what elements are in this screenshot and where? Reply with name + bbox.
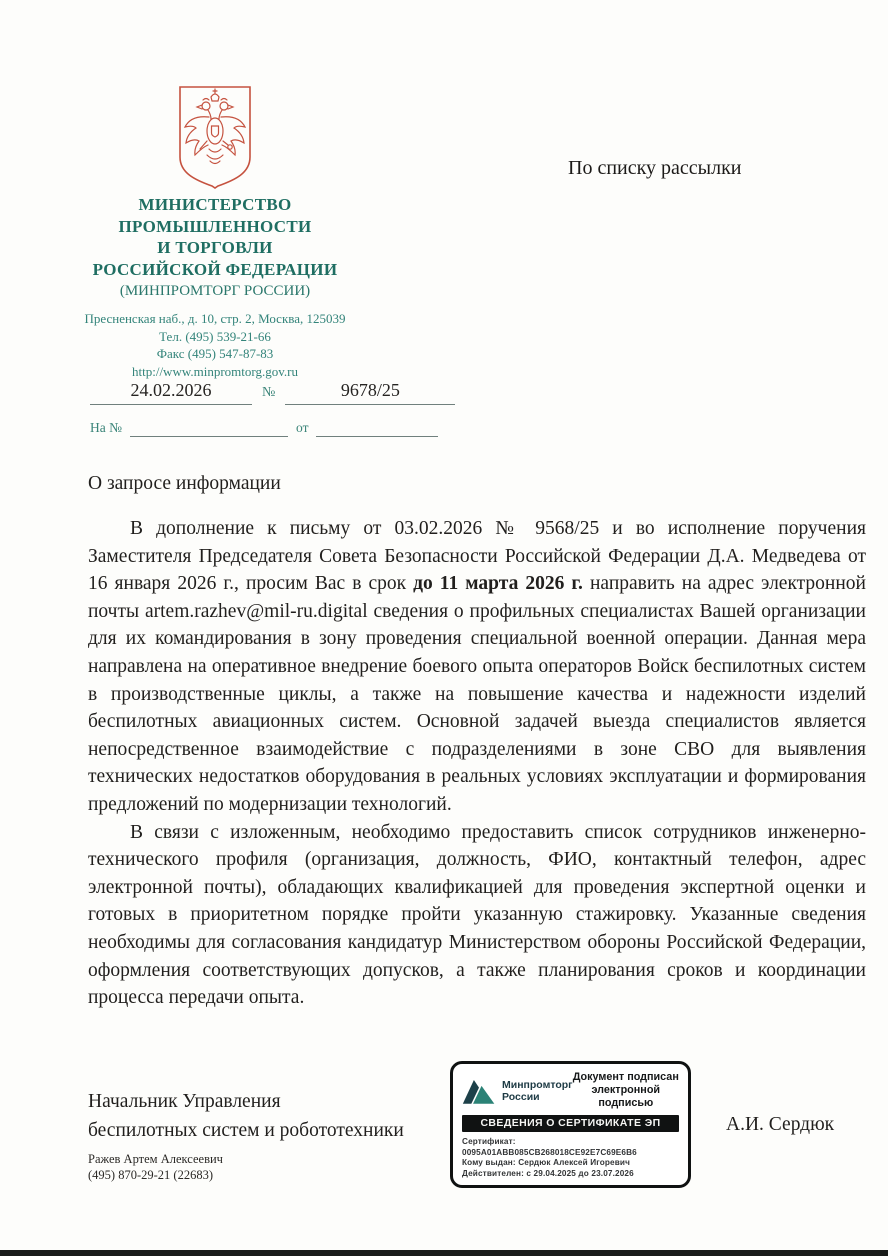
certificate-issued-to: Кому выдан: Сердюк Алексей Игоревич <box>462 1158 630 1168</box>
ministry-name-line: ПРОМЫШЛЕННОСТИ <box>118 216 312 236</box>
ref-number-label: На № <box>90 420 122 435</box>
date-number-row <box>90 380 455 405</box>
letterhead-address: Пресненская наб., д. 10, стр. 2, Москва, 125039 <box>84 311 346 326</box>
letterhead-website: http://www.minpromtorg.gov.ru <box>132 363 298 379</box>
stamp-signed-text <box>573 1071 679 1110</box>
paragraph-1-text: В дополнение к письму от 03.02.2026 № 9568/25 и во исполнение поручения Заместителя Председателя Совета Безопасности Российской Федерации Д.А. Медведева от 16 января 2026 г., просим Вас в срок <box>88 518 866 595</box>
stamp-signed-line: Документ подписан <box>572 1071 679 1083</box>
signer-position-line: Начальник Управления <box>88 1091 281 1112</box>
stamp-certificate-header: СВЕДЕНИЯ О СЕРТИФИКАТЕ ЭП <box>462 1115 679 1132</box>
number-sign-label: № <box>262 385 276 400</box>
paragraph-1 <box>88 515 866 819</box>
ministry-name-line: РОССИЙСКОЙ ФЕДЕРАЦИИ <box>92 259 338 279</box>
letter-body <box>88 515 866 1012</box>
ministry-name-line: МИНИСТЕРСТВО <box>138 195 292 214</box>
signer-name: А.И. Сердюк <box>726 1114 835 1135</box>
certificate-number: Сертификат: 0095A01ABB085CB268018CE92E7C69E6B6 <box>462 1137 637 1157</box>
deadline-bold-text: до 11 марта 2026 г. <box>413 573 583 595</box>
recipient-line: По списку рассылки <box>568 157 742 179</box>
signer-position <box>88 1088 404 1145</box>
stamp-certificate-details <box>462 1137 679 1179</box>
digital-signature-stamp <box>450 1061 691 1188</box>
stamp-org-line: Минпромторг <box>502 1078 573 1091</box>
minpromtorg-logo-icon <box>462 1076 496 1106</box>
reference-row <box>90 420 438 437</box>
stamp-signed-line: электронной подписью <box>591 1084 661 1109</box>
letter-date: 24.02.2026 <box>90 380 252 405</box>
scan-edge-artifact <box>0 1250 888 1256</box>
stamp-org-line: России <box>502 1090 540 1103</box>
letter-number: 9678/25 <box>285 380 455 405</box>
executor-phone: (495) 870-29-21 (22683) <box>88 1167 213 1182</box>
ministry-name <box>56 194 374 280</box>
russia-coat-of-arms-icon <box>177 85 253 189</box>
ref-date-blank <box>316 420 438 437</box>
ministry-short-name: (МИНПРОМТОРГ РОССИИ) <box>119 283 311 299</box>
paragraph-2: В связи с изложенным, необходимо предоставить список сотрудников инженерно-технического профиля (организация, должность, ФИО, контактный телефон, адрес электронной почты), обладающих квалификацией для проведения экспертной оценки и готовых в приоритетном порядке пройти указанную стажировку. Указанные сведения необходимы для согласования кандидатур Министерством обороны Российской Федерации, оформления соответствующих допусков, а также планирования сроков и координации процесса передачи опыта. <box>88 821 866 1009</box>
ministry-name-line: И ТОРГОВЛИ <box>157 238 273 257</box>
stamp-header <box>462 1071 679 1110</box>
letterhead-phone: Тел. (495) 539-21-66 <box>159 328 271 344</box>
executor-name: Ражев Артем Алексеевич <box>88 1152 223 1166</box>
subject-line: О запросе информации <box>88 473 281 494</box>
letterhead-fax: Факс (495) 547-87-83 <box>156 346 274 361</box>
letterhead <box>56 85 374 380</box>
ref-number-blank <box>130 420 288 437</box>
stamp-org-name <box>502 1079 573 1103</box>
executor-contact <box>88 1152 223 1183</box>
paragraph-1-text-cont: направить на адрес электронной почты artem.razhev@mil-ru.digital сведения о профильных специалистах Вашей организации для их командирования в зону проведения специальной военной операции. Данная мера направлена на оперативное внедрение боевого опыта операторов Войск беспилотных систем в производственные циклы, а также на повышение качества и надежности изделий беспилотных авиационных систем. Основной задачей выезда специалистов является непосредственное взаимодействие с подразделениями в зоне СВО для выявления технических недостатков оборудования в реальных условиях эксплуатации и формирования предложений по модернизации технологий. <box>88 573 866 815</box>
signer-position-line: беспилотных систем и робототехники <box>88 1119 404 1141</box>
ref-from-label: от <box>296 420 309 435</box>
certificate-validity: Действителен: с 29.04.2025 до 23.07.2026 <box>462 1168 634 1178</box>
